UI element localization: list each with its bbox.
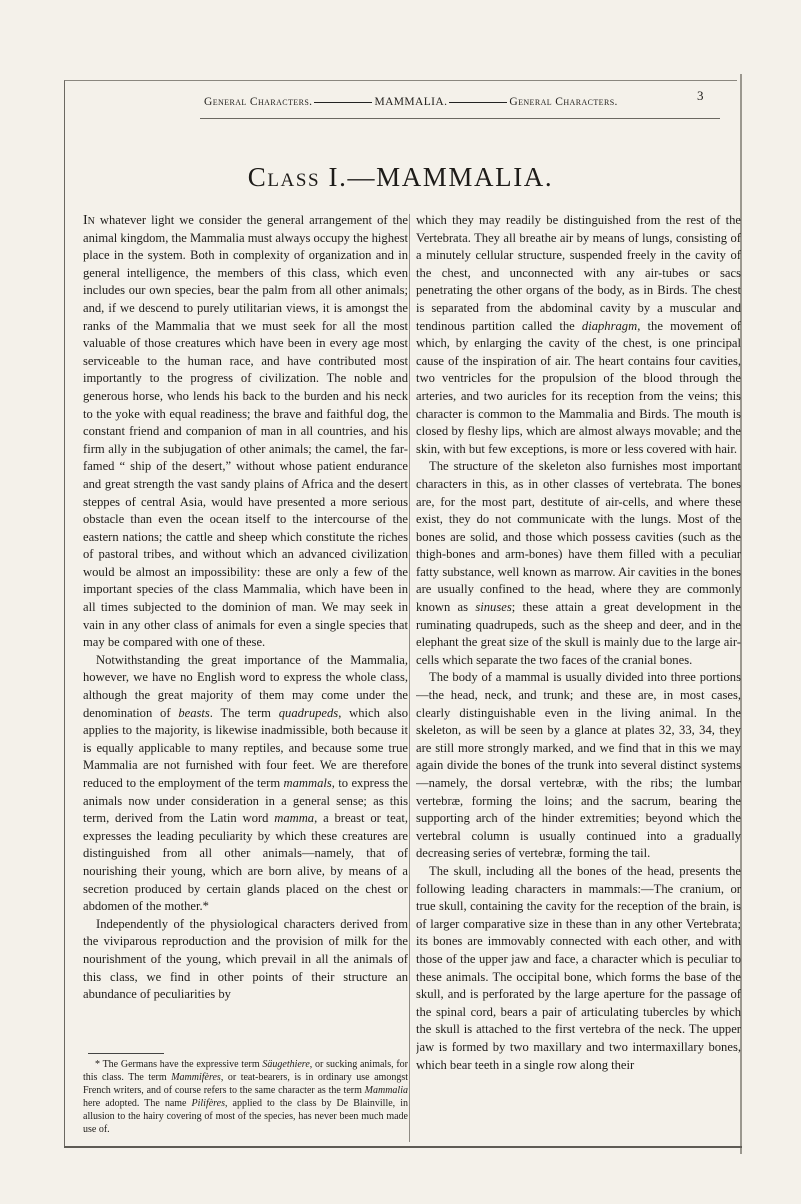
title-class: Class I. xyxy=(247,162,348,192)
header-left: General Characters. xyxy=(204,96,313,108)
italic-term: diaphragm xyxy=(581,318,638,333)
paragraph-text: . The term xyxy=(209,705,279,720)
paragraph-text: The skull, including all the bones of the head, presents the following leading characters in mammals:—The cranium, or true skull, containing the cavity for the reception of the brain, is of larger comparative size in these than in any other Vertebrata; its bones are immovably connected with each other, and with those of the upper jaw and face, a character which is peculiar to these animals. The occipital bone, which forms the base of the skull, and is perforated by the large aperture for the passage of the spinal cord, bears a pair of articulating tubercles by which the skull is attached to the first vertebra of the neck. The upper jaw is formed by two maxillary and two intermaxillary bones, which bear teeth in a single row along their xyxy=(416,863,741,1072)
chapter-title xyxy=(0,162,801,193)
italic-term: beasts xyxy=(178,705,210,720)
footnote-span: , or teat-bearers, is in ordinary use amongst French writers, and of course refers to the same character as the term xyxy=(83,1072,408,1096)
paragraph xyxy=(416,669,741,863)
footnote-span: , or sucking animals, for this class. The term xyxy=(83,1059,409,1083)
paragraph-text: , a breast or teat, expresses the leading peculiarity by which these creatures are distinguished from all other animals—namely, that of nourishing their young, which are born alive, by means of a secretion produced by certain glands placed on the chest or abdomen of the mother.* xyxy=(83,811,408,914)
header-rule xyxy=(200,118,720,119)
italic-term: Säugethiere xyxy=(262,1059,310,1070)
page-number: 3 xyxy=(697,88,704,103)
italic-term: Mammifères xyxy=(171,1072,221,1083)
left-column xyxy=(83,212,408,1052)
footnote-text xyxy=(83,1058,408,1136)
paragraph-text: , to express the animals now under consideration in a general sense; as this term, derived from the Latin word xyxy=(83,776,408,826)
italic-term: Mammalia xyxy=(364,1085,408,1096)
paragraph-text: Notwithstanding the great importance of the Mammalia, however, we have no English word to express the whole class, although the great majority of them may come under the denomination of xyxy=(83,652,408,720)
header-center: MAMMALIA. xyxy=(374,96,448,108)
paragraph xyxy=(416,863,741,1074)
paragraph-text: The body of a mammal is usually divided into three portions—the head, neck, and trunk; and these are, in most cases, clearly distinguishable even in the living animal. In the skeleton, as will be seen by a glance at plates 32, 33, 34, they are still more strongly marked, and we find that in this we may again divide the bones of the trunk into several distinct systems—namely, the dorsal vertebræ, with the ribs; the lumbar vertebræ, forming the loins; and the sacrum, bearing the supporting arch of the hinder extremities; beyond which the vertebral column is usually continued into a gradually decreasing series of vertebræ, forming the tail. xyxy=(416,670,741,861)
footnote-span: * The Germans have the expressive term xyxy=(95,1059,263,1070)
paragraph xyxy=(83,212,408,652)
column-divider xyxy=(409,214,410,1142)
paragraph xyxy=(83,916,408,1004)
italic-term: mamma xyxy=(274,811,315,826)
paragraph-text: , which also applies to the majority, is likewise inadmissible, both because it is equally applicable to many reptiles, and because some true Mammalia are not furnished with four feet. We are therefore reduced to the employment of the term xyxy=(83,705,408,790)
paragraph-text: ; these attain a great development in the ruminating quadrupeds, such as the sheep and deer, and in the elephant the great size of the skull is mainly due to the large air-cells which separate the two faces of the cranial bones. xyxy=(416,600,741,667)
footnote-span: here adopted. The name xyxy=(83,1098,192,1109)
bottom-rule xyxy=(64,1146,742,1148)
paragraph xyxy=(416,212,741,458)
paragraph-text: which they may readily be distinguished from the rest of the Vertebrata. They all breathe air by means of lungs, consisting of a minutely cellular structure, suspended freely in the cavity of the chest, and unconnected with any air-tubes or sacs penetrating the other organs of the body, as in Birds. The chest is separated from the abdominal cavity by a muscular and tendinous partition called the xyxy=(416,213,741,333)
italic-term: mammals xyxy=(283,776,332,790)
header-right: General Characters. xyxy=(509,96,618,108)
footnote-rule xyxy=(88,1053,164,1054)
paragraph-text: The structure of the skeleton also furnishes most important characters in this, as in other classes of vertebrata. The bones are, for the most part, destitute of air-cells, and where these exist, they do not communicate with the lungs. Most of the bones are solid, and those which possess cavities (such as the thigh-bones and arm-bones) have them filled with a peculiar fatty substance, well known as marrow. Air cavities in the bones are usually confined to the head, where they are commonly known as xyxy=(416,459,741,615)
title-name: —MAMMALIA. xyxy=(347,162,554,192)
paragraph-text: Independently of the physiological characters derived from the viviparous reproduction and the provision of milk for the nourishment of the young, which prevail in all the animals of this class, we find in other points of their structure an abundance of peculiarities by xyxy=(83,916,408,1002)
footnote-span: , applied to the class by De Blainville, in allusion to the hairy covering of most of the species, has never been much made use of. xyxy=(83,1098,408,1135)
italic-term: quadrupeds xyxy=(278,705,339,720)
header-dash xyxy=(314,102,372,103)
paragraph xyxy=(83,652,408,916)
italic-term: sinuses xyxy=(475,600,512,615)
paragraph-text: whatever light we consider the general arrangement of the animal kingdom, the Mammalia must always occupy the highest place in the system. Both in complexity of organization and in general intelligence, the members of this class, which even includes our own species, bear the palm from all other animals; and, if we descend to purely utilitarian views, it is amongst the ranks of the Mammalia that we must seek for all the most valuable of those creatures which have been in every age most serviceable to the human race, and have contributed most importantly to the progress of civilization. The noble and generous horse, who lends his back to the burden and his neck to the yoke with equal readiness; the brave and faithful dog, the constant friend and companion of man in all countries, and his firm ally in the subjugation of other animals; the camel, the far-famed “ ship of the desert,” without whose patient endurance and great strength the vast sandy plains of Africa and the desert steppes of central Asia, would have presented a more serious obstacle than even the ocean itself to the intercourse of the eastern nations; the cattle and sheep which constitute the riches of pastoral tribes, and without which an advanced civilization would be almost an impossibility: these are only a few of the important species of the class Mammalia, which have been in all times subjected to the dominion of man. We may seek in vain in any other class of animals for even a single species that may be compared with one of these. xyxy=(83,213,408,650)
header-dash xyxy=(449,102,507,103)
right-column xyxy=(416,212,741,1142)
footnote xyxy=(83,1058,408,1136)
paragraph-text: , the movement of which, by enlarging the cavity of the chest, is one principal cause of the inspiration of air. The heart contains four cavities, two ventricles for the propulsion of the blood through the arteries, and two auricles for its reception from the veins; this character is common to the Mammalia and Birds. The mouth is closed by fleshy lips, which are almost always movable; and the skin, with but few exceptions, is more or less covered with hair. xyxy=(416,318,741,456)
paragraph xyxy=(416,458,741,669)
running-header xyxy=(204,96,624,108)
italic-term: Pilifères xyxy=(191,1098,226,1109)
drop-word: In xyxy=(83,213,95,228)
